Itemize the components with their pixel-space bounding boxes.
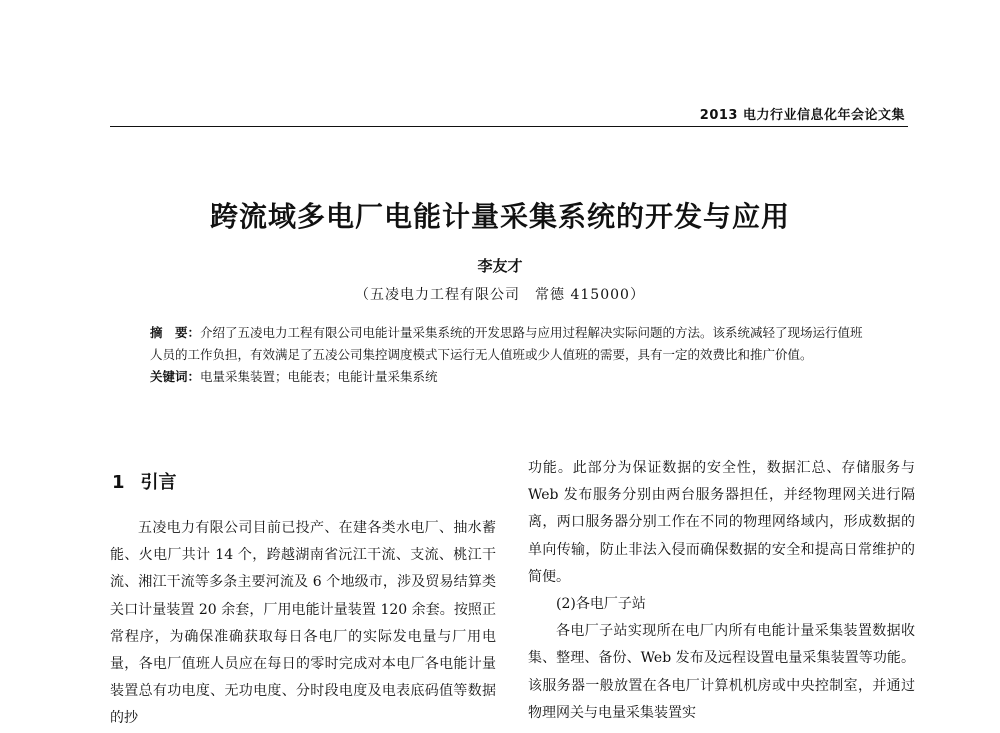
body-paragraph: 各电厂子站实现所在电厂内所有电能计量采集装置数据收集、整理、备份、Web 发布及远程设置电量采集装置等功能。该服务器一般放置在各电厂计算机机房或中央控制室，并通过物理网关与电量采集装置实 [528,623,915,721]
keywords-text: 电量采集装置；电能表；电能计量采集系统 [200,369,438,384]
abstract-block [150,322,875,388]
abstract-text: 介绍了五凌电力工程有限公司电能计量采集系统的开发思路与应用过程解决实际问题的方法。该系统减轻了现场运行值班人员的工作负担，有效满足了五凌公司集控调度模式下运行无人值班或少人值班的需要，具有一定的效费比和推广价值。 [150,325,863,362]
section-title: 引言 [140,472,177,493]
running-header: 2013 电力行业信息化年会论文集 [699,108,905,123]
paper-title: 跨流域多电厂电能计量采集系统的开发与应用 [209,200,790,233]
keywords-label: 关键词： [150,369,201,384]
left-column [110,455,496,733]
body-paragraph: 功能。此部分为保证数据的安全性，数据汇总、存储服务与 Web 发布服务分别由两台服务器担任，并经物理网关进行隔离，两口服务器分别工作在不同的物理网络域内，形成数据的单向传输，防止非法入侵而确保数据的安全和提高日常维护的简便。 [528,460,915,585]
author-affiliation: （五凌电力工程有限公司 常德 415000） [355,287,645,303]
abstract-label: 摘 要： [150,325,201,340]
abstract-paragraph [150,322,875,366]
section-number: 1 [112,472,125,493]
subsection-heading: (2)各电厂子站 [556,596,646,613]
header-rule [110,126,908,127]
author-name: 李友才 [477,257,523,275]
section-heading [112,473,496,493]
intro-paragraph: 五凌电力有限公司目前已投产、在建各类水电厂、抽水蓄能、火电厂共计 14 个，跨越湖南省沅江干流、支流、桃江干流、湘江干流等多条主要河流及 6 个地级市，涉及贸易结算类关口计量装置 20 余套，厂用电能计量装置 120 余套。按照正常程序，为确保准确获取每日各电厂的实际发电量与厂用电量，各电厂值班人员应在每日的零时完成对本电厂各电能计量装置总有功电度、无功电度、分时段电度及电表底码值等数据的抄 [110,520,496,727]
keywords-paragraph [150,366,875,388]
right-column [528,455,915,727]
